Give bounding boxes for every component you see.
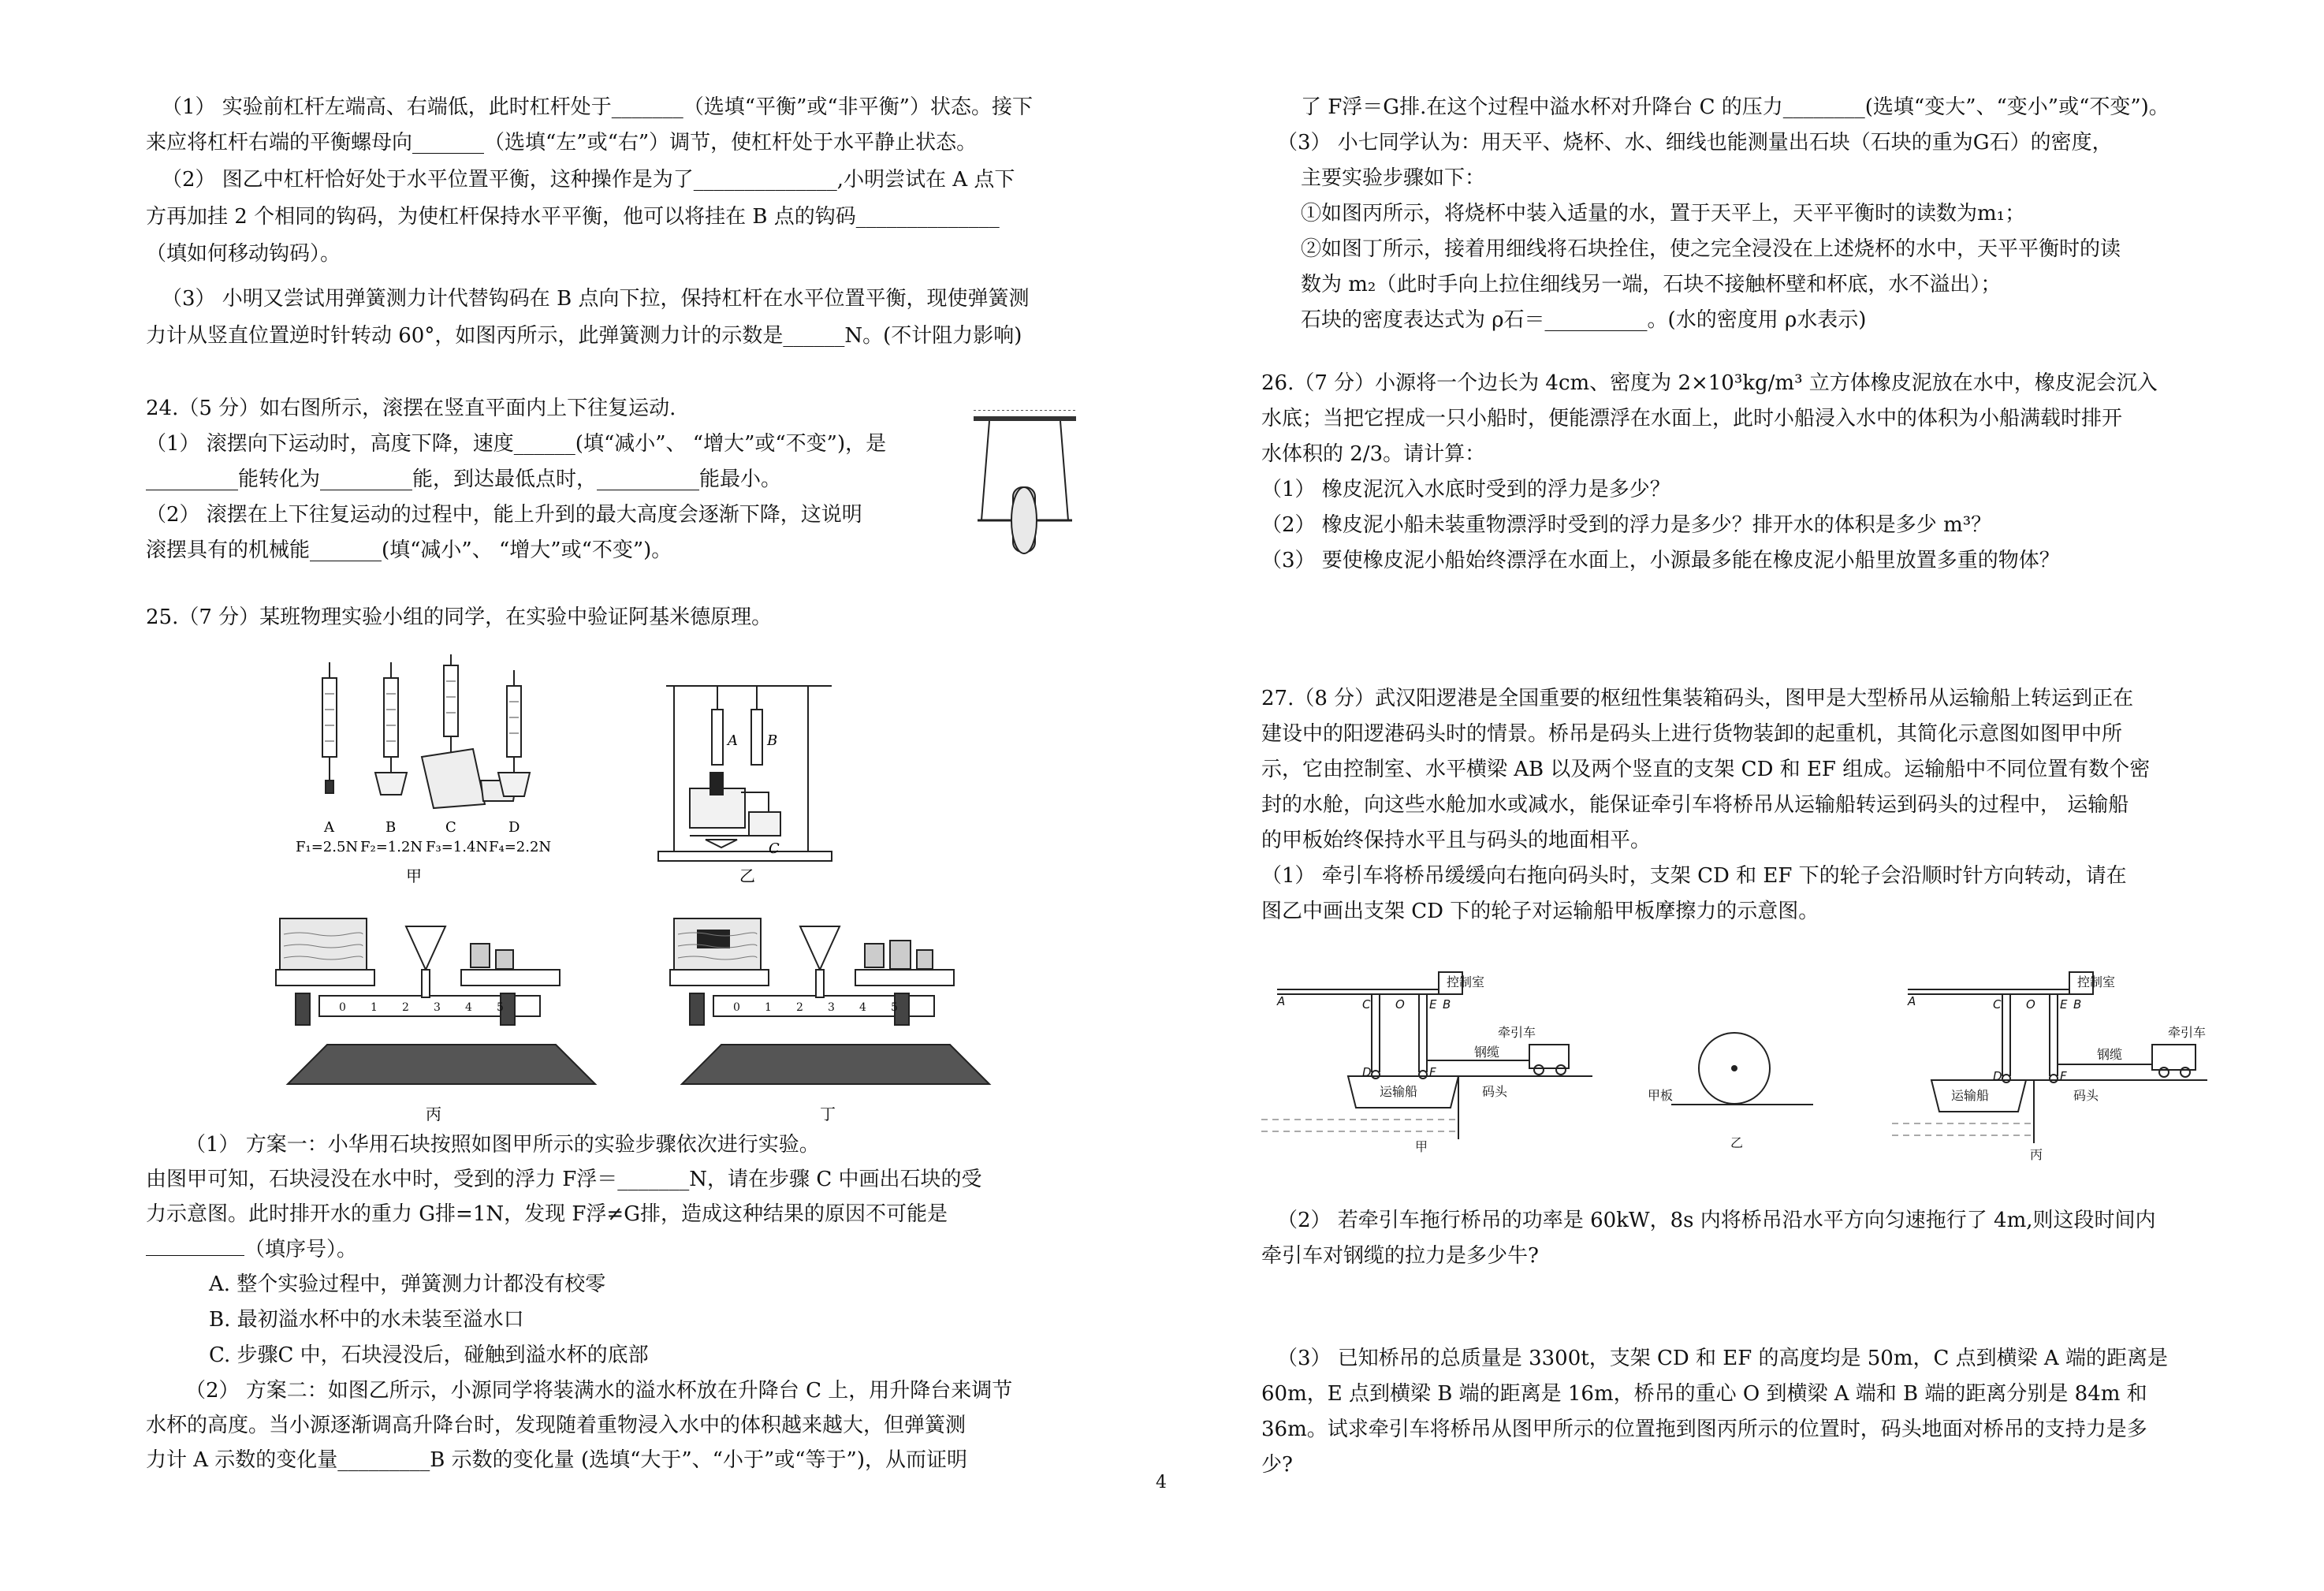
q25-cont-line-7: 石块的密度表达式为 ρ石＝__________。(水的密度用 ρ水表示) [1301, 308, 1867, 332]
fig-label-C: C [445, 819, 456, 836]
svg-text:3: 3 [434, 1001, 441, 1014]
q27-line-7: 图乙中画出支架 CD 下的轮子对运输船甲板摩擦力的示意图。 [1261, 900, 1819, 923]
q23-line-6: （3） 小明又尝试用弹簧测力计代替钩码在 B 点向下拉，保持杠杆在水平位置平衡，现使弹簧测 [162, 287, 1030, 311]
q25-cont-line-6: 数为 m₂（此时手向上拉住细线另一端，石块不接触杯壁和杯底，水不溢出）； [1301, 273, 2002, 296]
crane-point-C-jia: C [1362, 997, 1371, 1012]
fig-caption-yi: 乙 [739, 866, 755, 883]
right-column [1261, 0, 2207, 1591]
q26-line-3: 水体积的 2/3。请计算： [1261, 442, 1486, 466]
crane-label-control-bing: 控制室 [2077, 974, 2116, 989]
q23-line-5: （填如何移动钩码）。 [146, 242, 341, 266]
q27-line-4: 封的水舱，向这些水舱加水或减水，能保证牵引车将桥吊从运输船转运到码头的过程中， 运输船 [1261, 793, 2129, 817]
svg-text:1: 1 [371, 1001, 378, 1014]
crane-label-cable-jia: 钢缆 [1474, 1045, 1500, 1060]
crane-point-E-jia: E [1429, 997, 1437, 1012]
fig-label-D: D [508, 819, 520, 836]
q27-p3-line-1: （3） 已知桥吊的总质量是 3300t，支架 CD 和 EF 的高度均是 50m，C 点到横梁 A 端的距离是 [1277, 1347, 2168, 1370]
fig-caption-jia: 甲 [406, 866, 422, 883]
q24-line-4: 滚摆具有的机械能_______(填“减小”、 “增大”或“不变”)。 [146, 538, 672, 562]
q27-line-1: 27.（8 分）武汉阳逻港是全国重要的枢纽性集装箱码头，图甲是大型桥吊从运输船上转运到正在 [1261, 687, 2134, 710]
crane-point-F-bing: F [2060, 1069, 2067, 1083]
crane-point-F-jia: F [1429, 1065, 1436, 1079]
fig-label-yi-B: B [767, 732, 778, 749]
svg-text:0: 0 [733, 1001, 740, 1014]
left-column [146, 0, 1084, 1591]
fig-caption-bing: 丙 [426, 1105, 441, 1123]
crane-label-deck: 甲板 [1648, 1088, 1674, 1103]
fig-label-yi-A: A [728, 732, 738, 749]
crane-label-ship-jia: 运输船 [1380, 1084, 1418, 1099]
q25-p1-line-4 [146, 1235, 357, 1264]
fig-label-F4: F₄=2.2N [489, 839, 552, 855]
q26-line-6: （3） 要使橡皮泥小船始终漂浮在水面上，小源最多能在橡皮泥小船里放置多重的物体？ [1261, 549, 2060, 572]
fig-label-B: B [385, 819, 397, 836]
q27-line-2: 建设中的阳逻港码头时的情景。桥吊是码头上进行货物装卸的起重机，其简化示意图如图甲中所 [1261, 722, 2123, 746]
fig-label-A: A [324, 819, 334, 836]
q25-p1-line-2: 由图甲可知，石块浸没在水中时，受到的浮力 F浮＝_______N，请在步骤 C 中画出石块的受 [146, 1168, 982, 1191]
q25-p1-line-4-text: （填序号）。 [244, 1238, 358, 1261]
crane-label-control-jia: 控制室 [1447, 974, 1485, 989]
q25-option-c: C. 步骤C 中，石块浸没后，碰触到溢水杯的底部 [209, 1343, 649, 1367]
answer-blank[interactable] [146, 1235, 244, 1256]
balance-figure-bing-ding [264, 895, 1052, 1123]
maxwell-pendulum-figure [966, 410, 1084, 556]
crane-label-cable-bing: 钢缆 [2097, 1047, 2123, 1062]
svg-text:5: 5 [497, 1001, 504, 1014]
q23-line-1: （1） 实验前杠杆左端高、右端低，此时杠杆处于_______（选填“平衡”或“非平衡”）状态。接下 [162, 95, 1033, 119]
q27-p3-line-2: 60m，E 点到横梁 B 端的距离是 16m，桥吊的重心 O 到横梁 A 端和 B 端的距离分别是 84m 和 [1261, 1382, 2147, 1406]
q23-line-3: （2） 图乙中杠杆恰好处于水平位置平衡，这种操作是为了______________,小明尝试在 A 点下 [162, 168, 1015, 192]
crane-point-B-jia: B [1443, 997, 1451, 1012]
crane-point-D-bing: D [1993, 1069, 2002, 1083]
q24-line-3: （2） 滚摆在上下往复运动的过程中，能上升到的最大高度会逐渐下降，这说明 [146, 503, 862, 527]
q27-p2-line-2: 牵引车对钢缆的拉力是多少牛? [1261, 1244, 1539, 1268]
q23-line-4: 方再加挂 2 个相同的钩码，为使杠杆保持水平平衡，他可以将挂在 B 点的钩码______________ [146, 205, 1000, 229]
crane-point-O-jia: O [1395, 997, 1405, 1012]
q26-line-5: （2） 橡皮泥小船未装重物漂浮时受到的浮力是多少？排开水的体积是多少 m³？ [1261, 513, 1992, 537]
q25-cont-line-1: 了 F浮＝G排.在这个过程中溢水杯对升降台 C 的压力________(选填“变大”、“变小”或“不变”)。 [1301, 95, 2169, 119]
crane-point-B-bing: B [2073, 997, 2082, 1012]
svg-text:4: 4 [465, 1001, 472, 1014]
q27-line-3: 示，它由控制室、水平横梁 AB 以及两个竖直的支架 CD 和 EF 组成。运输船中不同位置有数个密 [1261, 758, 2151, 781]
q26-line-4: （1） 橡皮泥沉入水底时受到的浮力是多少？ [1261, 478, 1670, 501]
svg-text:3: 3 [828, 1001, 835, 1014]
q26-line-2: 水底；当把它捏成一只小船时，便能漂浮在水面上，此时小船浸入水中的体积为小船满载时排开 [1261, 407, 2123, 430]
q23-line-7: 力计从竖直位置逆时针转动 60°，如图丙所示，此弹簧测力计的示数是______N。(不计阻力影响) [146, 324, 1022, 348]
q25-option-a: A. 整个实验过程中，弹簧测力计都没有校零 [209, 1272, 606, 1296]
crane-label-tractor-bing: 牵引车 [2168, 1025, 2207, 1040]
crane-label-dock-bing: 码头 [2073, 1088, 2099, 1103]
crane-point-C-bing: C [1993, 997, 2002, 1012]
crane-label-ship-bing: 运输船 [1951, 1088, 1990, 1103]
q27-line-6: （1） 牵引车将桥吊缓缓向右拖向码头时，支架 CD 和 EF 下的轮子会沿顺时针方向转动，请在 [1261, 864, 2127, 888]
crane-caption-jia: 甲 [1415, 1139, 1428, 1154]
svg-text:2: 2 [796, 1001, 803, 1014]
fig-label-F3: F₃=1.4N [426, 839, 489, 855]
svg-text:4: 4 [859, 1001, 866, 1014]
crane-caption-yi: 乙 [1730, 1135, 1744, 1150]
q27-p3-line-3: 36m。试求牵引车将桥吊从图甲所示的位置拖到图丙所示的位置时，码头地面对桥吊的支持力是多 [1261, 1418, 2147, 1441]
q27-line-5: 的甲板始终保持水平且与码头的地面相平。 [1261, 829, 1652, 852]
svg-text:1: 1 [765, 1001, 772, 1014]
q24-line-1: （1） 滚摆向下运动时，高度下降，速度______(填“减小”、 “增大”或“不变”)，是 [146, 432, 887, 456]
crane-label-dock-jia: 码头 [1482, 1084, 1508, 1099]
crane-caption-bing: 丙 [2030, 1147, 2043, 1162]
q25-p2-line-2: 水杯的高度。当小源逐渐调高升降台时，发现随着重物浸入水中的体积越来越大，但弹簧测 [146, 1414, 966, 1437]
crane-point-A-jia: A [1277, 994, 1286, 1008]
q24-line-2: _________能转化为_________能，到达最低点时，__________能最小。 [146, 468, 782, 491]
svg-text:0: 0 [339, 1001, 346, 1014]
svg-text:5: 5 [891, 1001, 898, 1014]
fig-label-yi-C: C [769, 840, 780, 857]
crane-point-E-bing: E [2060, 997, 2068, 1012]
q25-cont-line-3: 主要实验步骤如下： [1301, 166, 1486, 190]
q25-p1-line-1: （1） 方案一：小华用石块按照如图甲所示的实验步骤依次进行实验。 [185, 1133, 820, 1157]
q25-heading: 25.（7 分）某班物理实验小组的同学，在实验中验证阿基米德原理。 [146, 605, 773, 629]
q25-option-b: B. 最初溢水杯中的水未装至溢水口 [209, 1308, 524, 1332]
q27-p2-line-1: （2） 若牵引车拖行桥吊的功率是 60kW，8s 内将桥吊沿水平方向匀速拖行了 4m,则这段时间内 [1277, 1209, 2156, 1232]
crane-figure [1261, 958, 2207, 1163]
q25-cont-line-5: ②如图丁所示，接着用细线将石块拴住，使之完全浸没在上述烧杯的水中，天平平衡时的读 [1301, 237, 2121, 261]
q25-p1-line-3: 力示意图。此时排开水的重力 G排=1N，发现 F浮≠G排，造成这种结果的原因不可能是 [146, 1202, 948, 1226]
q25-p2-line-3: 力计 A 示数的变化量_________B 示数的变化量 (选填“大于”、“小于”或“等于”)，从而证明 [146, 1448, 967, 1472]
page-number: 4 [1156, 1473, 1167, 1492]
crane-label-tractor-jia: 牵引车 [1498, 1025, 1536, 1040]
svg-text:2: 2 [402, 1001, 409, 1014]
q25-cont-line-4: ①如图丙所示，将烧杯中装入适量的水，置于天平上，天平平衡时的读数为m₁； [1301, 202, 2026, 225]
q24-heading: 24.（5 分）如右图所示，滚摆在竖直平面内上下往复运动. [146, 397, 676, 420]
fig-label-F2: F₂=1.2N [360, 839, 423, 855]
q23-line-2: 来应将杠杆右端的平衡螺母向_______（选填“左”或“右”）调节，使杠杆处于水平静止状态。 [146, 131, 978, 155]
crane-point-D-jia: D [1362, 1065, 1372, 1079]
crane-point-A-bing: A [1908, 994, 1916, 1008]
q27-p3-line-4: 少? [1261, 1453, 1293, 1477]
q25-p2-line-1: （2） 方案二：如图乙所示，小源同学将装满水的溢水杯放在升降台 C 上，用升降台来调节 [185, 1379, 1013, 1403]
q25-cont-line-2: （3） 小七同学认为：用天平、烧杯、水、细线也能测量出石块（石块的重为G石）的密度， [1277, 131, 2113, 155]
fig-label-F1: F₁=2.5N [296, 839, 359, 855]
crane-point-O-bing: O [2026, 997, 2035, 1012]
q26-line-1: 26.（7 分）小源将一个边长为 4cm、密度为 2×10³kg/m³ 立方体橡皮泥放在水中，橡皮泥会沉入 [1261, 371, 2158, 395]
fig-caption-ding: 丁 [820, 1105, 836, 1123]
archimedes-figure-jia-yi [296, 654, 1005, 883]
